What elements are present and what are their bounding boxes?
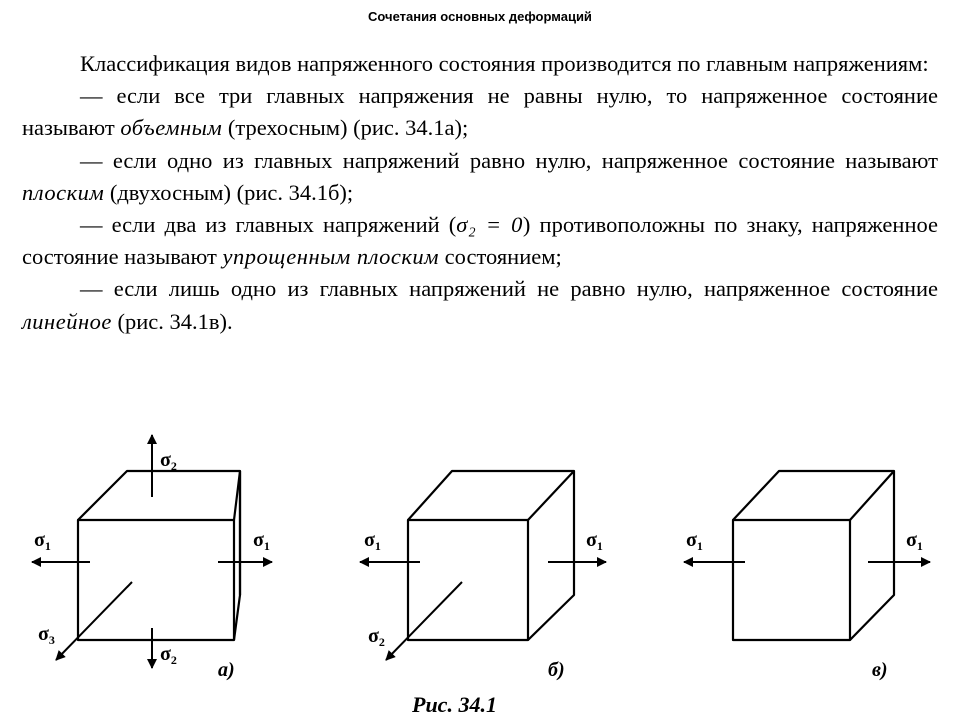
term-plane: плоским [22, 179, 105, 205]
cube-b-arrows [360, 562, 606, 660]
term-volumetric: объемным [120, 115, 223, 141]
p2-end: (двухосным) (рис. 34.1б); [104, 179, 354, 205]
label-a-sigma2-top: $\sigma_2$ [160, 449, 177, 473]
intro-text: Классификация видов напряженного состояния производится по главным напряжениям: [80, 51, 929, 76]
linear-paragraph [22, 273, 938, 337]
p2-start: — если одно из главных напряжений равно нулю, напряженное состояние называют [80, 147, 938, 173]
p1-start: — если все три главных напряжения не равны нулю, то напряженное состояние называют [22, 83, 938, 141]
formula-sigma2: σ₂ = 0 [456, 212, 523, 238]
label-c-sigma1-right: $\sigma_1$ [906, 529, 923, 553]
label-b-sigma1-left: $\sigma_1$ [364, 529, 381, 553]
label-a-sigma1-left: $\sigma_1$ [34, 529, 51, 553]
arrow-b-diag [386, 582, 462, 660]
caption-letter-a: а) [218, 659, 235, 681]
p4-end: (рис. 34.1в). [111, 308, 233, 334]
figure-34-1 [0, 420, 960, 720]
cube-a [78, 471, 240, 640]
p3-mid: ) противоположны по знаку, напряженное состояние называют [22, 212, 938, 270]
label-a-sigma3: $\sigma_3$ [38, 623, 55, 647]
plane-paragraph [22, 145, 938, 209]
label-a-sigma1-right: $\sigma_1$ [253, 529, 270, 553]
label-b-sigma2: $\sigma_2$ [368, 625, 385, 649]
label-a-sigma2-bottom: $\sigma_2$ [160, 643, 177, 667]
p4-start: — если лишь одно из главных напряжений не равно нулю, напряженное состояние [80, 276, 938, 302]
label-b-sigma1-right: $\sigma_1$ [586, 529, 603, 553]
figure-caption: Рис. 34.1 [412, 692, 497, 717]
label-c-sigma1-left: $\sigma_1$ [686, 529, 703, 553]
body-text [22, 48, 938, 338]
simplified-plane-paragraph [22, 209, 938, 273]
figure-drawing [0, 420, 960, 720]
caption-letter-c: в) [872, 659, 888, 681]
p1-end: (трехосным) (рис. 34.1а); [222, 115, 469, 141]
p3-start: — если два из главных напряжений ( [80, 212, 457, 238]
slide-title: Сочетания основных деформаций [368, 9, 592, 24]
term-simplified-plane: упрощенным плоским [222, 244, 440, 270]
intro-paragraph [22, 48, 938, 80]
arrow-a-diag [56, 582, 132, 660]
p3-end: состоянием; [439, 244, 562, 270]
caption-letter-b: б) [548, 659, 565, 681]
term-linear: линейное [22, 308, 112, 334]
cube-b [408, 471, 574, 640]
volumetric-paragraph [22, 80, 938, 144]
cube-c [733, 471, 894, 640]
